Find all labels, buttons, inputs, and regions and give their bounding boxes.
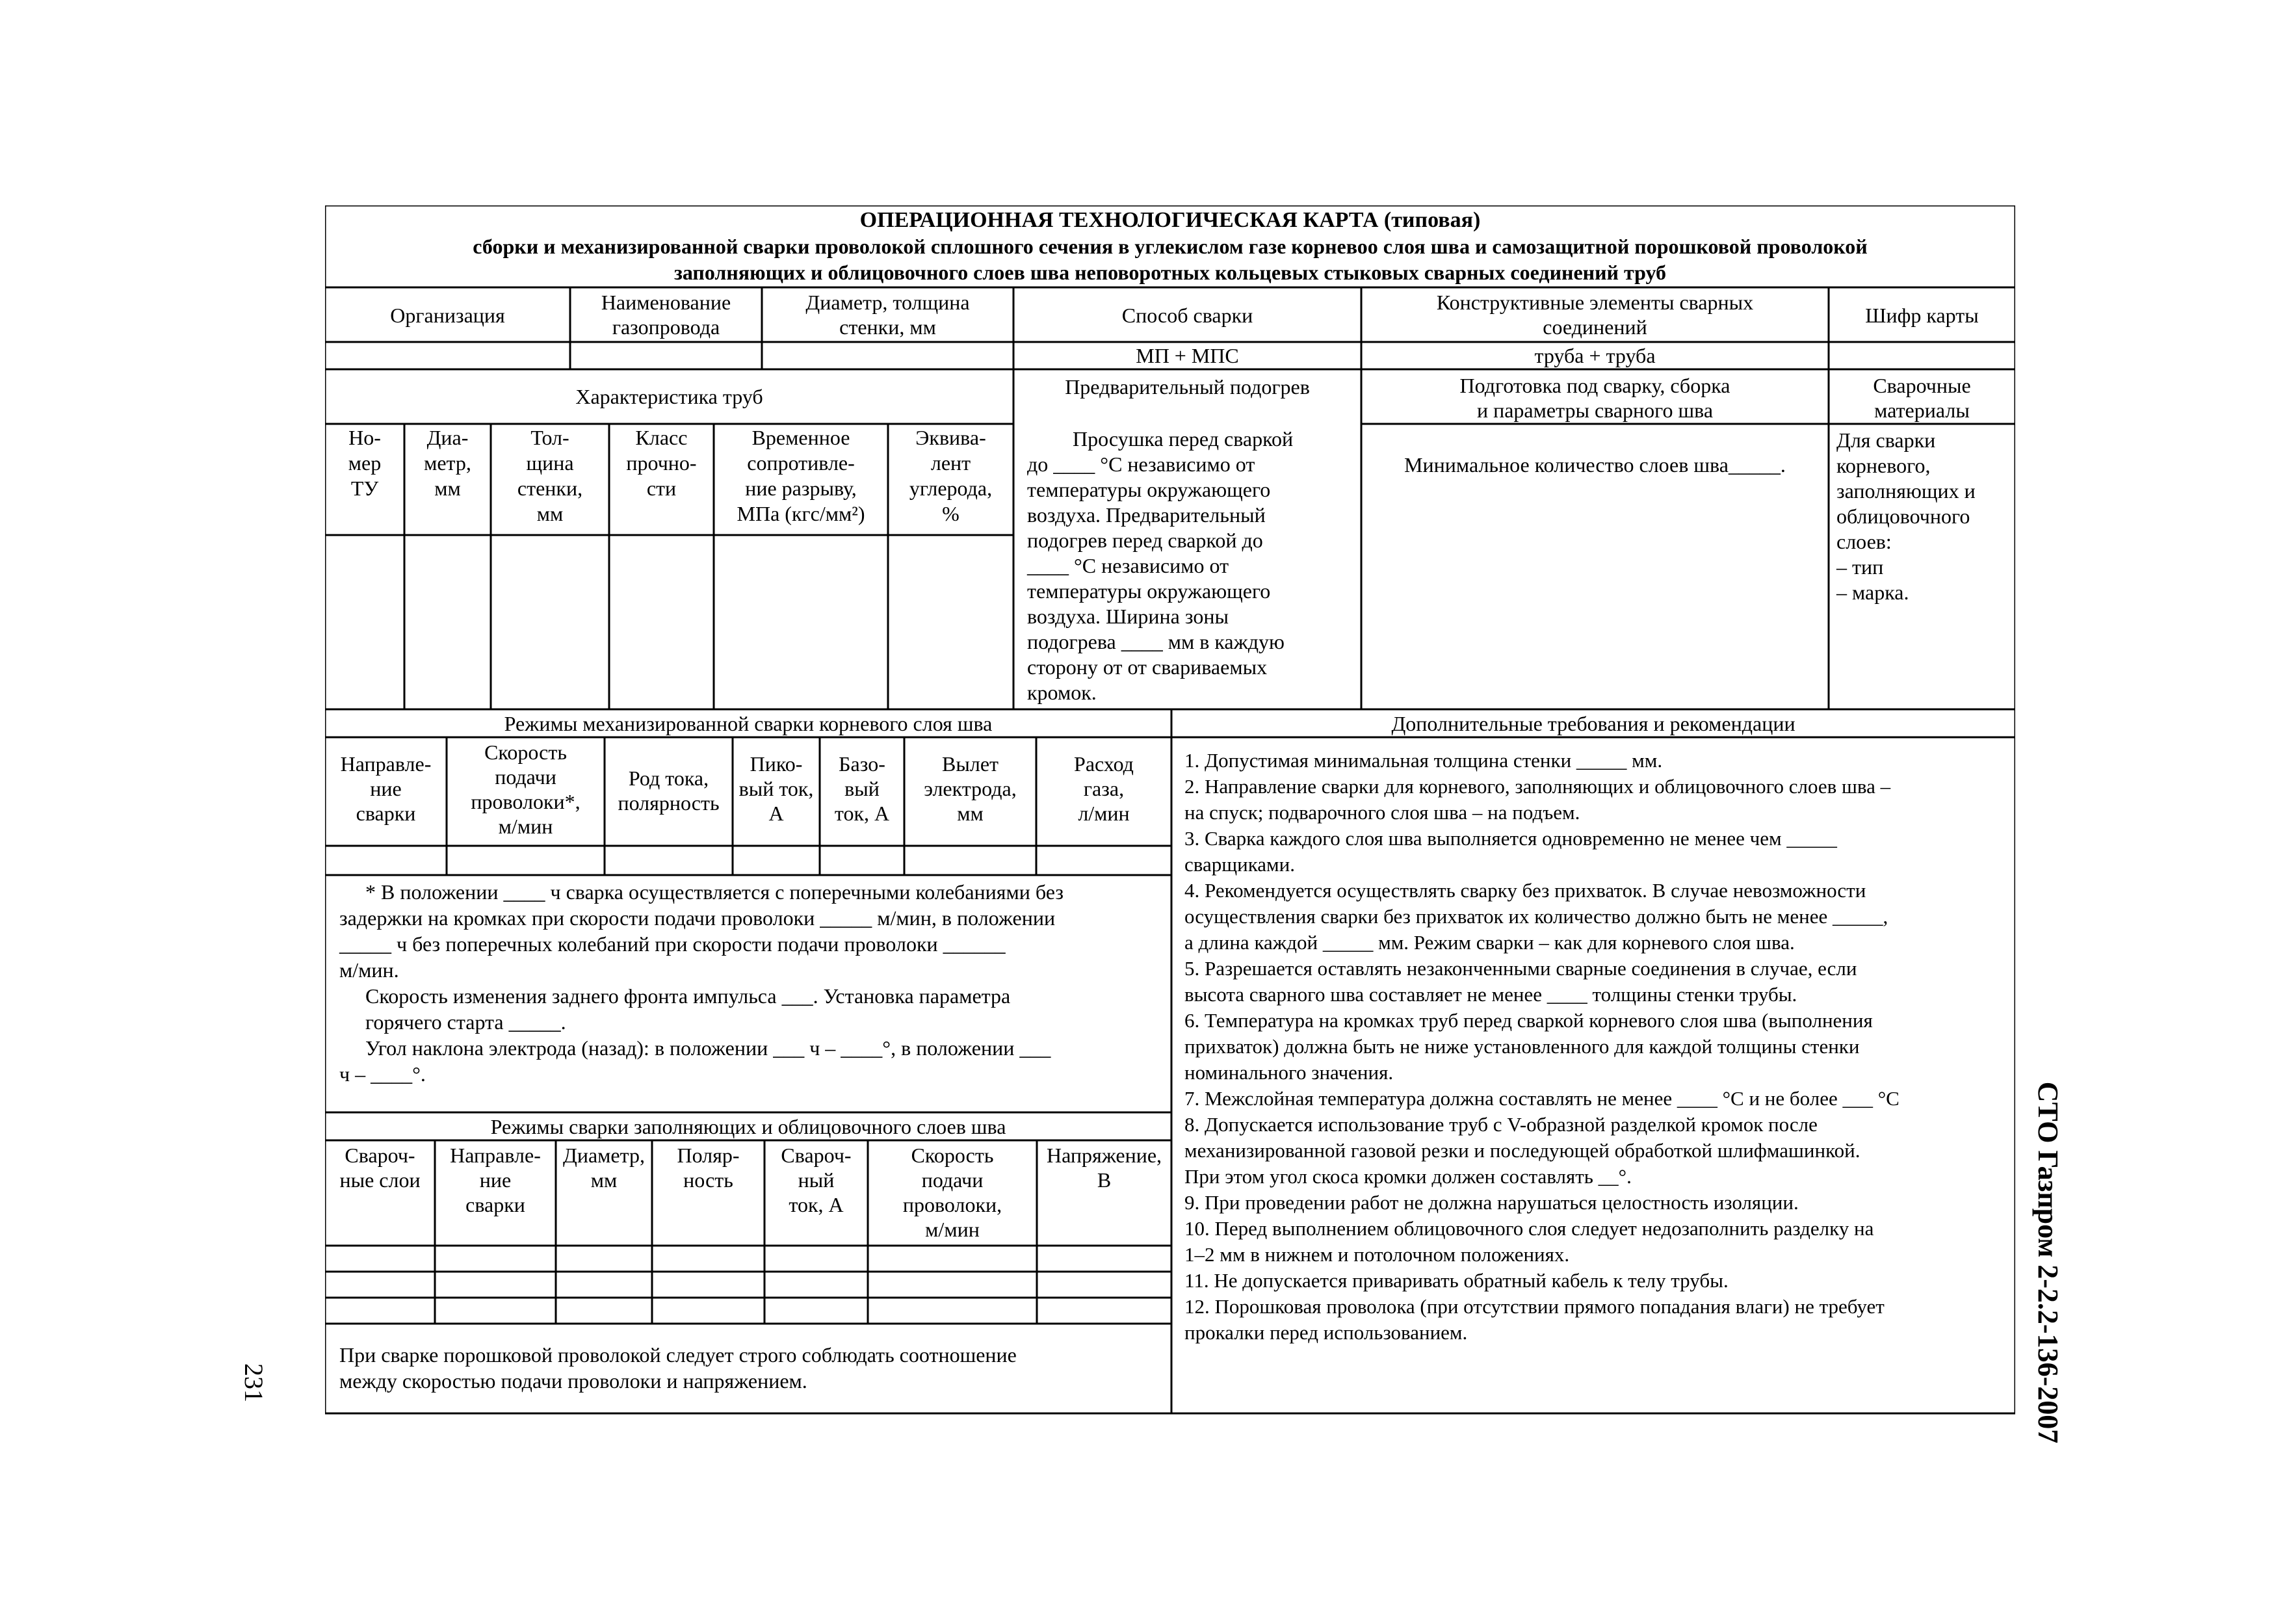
- fill-col-polarity: Поляр- ность: [677, 1144, 740, 1192]
- standard-code: СТО Газпром 2-2.2-136-2007: [2032, 1081, 2064, 1444]
- card-subtitle-1: сборки и механизированной сварки проволокой сплошного сечения в углекислом газе корневоо слоя шва и самозащитной порошковой проволокой: [473, 235, 1868, 258]
- root-col-peak: Пико- вый ток, А: [738, 752, 814, 825]
- materials-title-1: Сварочные: [1873, 374, 1971, 397]
- prep-title-2: и параметры сварного шва: [1476, 399, 1714, 422]
- pipe-col-thickness: Тол- щина стенки, мм: [517, 426, 583, 525]
- root-col-speed: Скорость подачи проволоки*, м/мин: [471, 740, 581, 838]
- fill-modes-title: Режимы сварки заполняющих и облицовочного слоев шва: [490, 1115, 1006, 1138]
- prep-title-1: Подготовка под сварку, сборка: [1459, 374, 1730, 397]
- prep-text: Минимальное количество слоев шва_____.: [1404, 453, 1786, 477]
- fill-col-speed: Скорость подачи проволоки, м/мин: [902, 1144, 1002, 1241]
- fill-col-layers: Свароч- ные слои: [339, 1144, 421, 1192]
- elements-header-1: Конструктивные элементы сварных: [1436, 291, 1754, 314]
- technological-card: [325, 205, 2015, 1415]
- fill-col-current: Свароч- ный ток, А: [781, 1144, 852, 1216]
- materials-title-2: материалы: [1874, 399, 1970, 422]
- requirements-title: Дополнительные требования и рекомендации: [1391, 712, 1795, 735]
- root-modes-notes: * В положении ____ ч сварка осуществляется с поперечными колебаниями без задержки на кромках при скорости подачи проволоки _____ м/мин, в положении _____ ч без поперечных колебаний при скорости подачи проволоки ______ м/мин. Скорость изменения заднего фронта импульса ___. Установка параметра горячего старта _____. Угол наклона электрода (назад): в положении ___ ч – ____°, в положении ___ ч – ____°.: [339, 880, 1064, 1086]
- diameter-header-1: Диаметр, толщина: [805, 291, 970, 314]
- diameter-header-2: стенки, мм: [839, 315, 936, 339]
- pipeline-header-2: газопровода: [612, 315, 720, 339]
- elements-header-2: соединений: [1543, 315, 1647, 339]
- root-col-gas: Расход газа, л/мин: [1074, 752, 1134, 825]
- card-subtitle-2: заполняющих и облицовочного слоев шва неповоротных кольцевых стыковых сварных соединений труб: [673, 261, 1667, 284]
- elements-value: труба + труба: [1534, 344, 1656, 367]
- pipes-title: Характеристика труб: [575, 385, 763, 408]
- wire-ratio-note: При сварке порошковой проволокой следует строго соблюдать соотношение между скоростью подачи проволоки и напряжением.: [339, 1343, 1017, 1393]
- pipe-col-carbon: Эквива- лент углерода, %: [909, 426, 993, 525]
- card-title: ОПЕРАЦИОННАЯ ТЕХНОЛОГИЧЕСКАЯ КАРТА (типовая): [859, 208, 1481, 232]
- method-header: Способ сварки: [1121, 304, 1253, 327]
- pipe-col-number: Но- мер ТУ: [348, 426, 382, 500]
- cipher-header: Шифр карты: [1865, 304, 1979, 327]
- root-modes-title: Режимы механизированной сварки корневого слоя шва: [504, 712, 993, 735]
- pipe-col-strength: Временное сопротивле- ние разрыву, МПа (кгс/мм²): [737, 426, 865, 525]
- fill-col-diameter: Диаметр, мм: [563, 1144, 645, 1192]
- root-col-stickout: Вылет электрода, мм: [924, 752, 1017, 825]
- pipe-col-class: Класс прочно- сти: [626, 426, 697, 500]
- page-number: 231: [239, 1363, 268, 1402]
- pipe-col-diameter: Диа- метр, мм: [424, 426, 471, 500]
- root-col-base: Базо- вый ток, А: [834, 752, 890, 825]
- org-header: Организация: [390, 304, 505, 327]
- fill-col-voltage: Напряжение, В: [1046, 1144, 1162, 1192]
- materials-text: Для сварки корневого, заполняющих и облицовочного слоев: – тип – марка.: [1836, 428, 1976, 604]
- preheat-title: Предварительный подогрев: [1065, 375, 1310, 399]
- fill-col-direction: Направле- ние сварки: [450, 1144, 541, 1216]
- preheat-text: Просушка перед сваркой до ____ °С независимо от температуры окружающего воздуха. Предварительный подогрев перед сваркой до ____ °С независимо от температуры окружающего воздуха. Ширина зоны подогрева ____ мм в каждую сторону от от свариваемых кромок.: [1027, 427, 1294, 704]
- pipeline-header-1: Наименование: [601, 291, 731, 314]
- root-col-direction: Направле- ние сварки: [340, 752, 432, 825]
- method-value: МП + МПС: [1136, 344, 1239, 367]
- root-col-current-type: Род тока, полярность: [618, 766, 720, 815]
- requirements-list: 1. Допустимая минимальная толщина стенки _____ мм. 2. Направление сварки для корневого, заполняющих и облицовочного слоев шва – на спуск; подварочного слоя шва – на подъем. 3. Сварка каждого слоя шва выполняется одновременно не менее чем _____ сварщиками. 4. Рекомендуется осуществлять сварку без прихваток. В случае невозможности осуществления сварки без прихваток их количество должно быть не менее _____, а длина каждой _____ мм. Режим сварки – как для корневого слоя шва. 5. Разрешается оставлять незаконченными сварные соединения в случае, если высота сварного шва составляет не менее ____ толщины стенки трубы. 6. Температура на кромках труб перед сваркой корневого слоя шва (выполнения прихваток) должна быть не ниже установленного для каждой толщины стенки номинального значения. 7. Межслойная температура должна составлять не менее ____ °С и не более ___ °С 8. Допускается использование труб с V-образной разделкой кромок после механизированной газовой резки и последующей обработкой шлифмашинкой. При этом угол скоса кромки должен составлять __°. 9. При проведении работ не должна нарушаться целостность изоляции. 10. Перед выполнением облицовочного слоя следует недозаполнить разделку на 1–2 мм в нижнем и потолочном положениях. 11. Не допускается приваривать обратный кабель к телу трубы. 12. Порошковая проволока (при отсутствии прямого попадания влаги) не требует прокалки перед использованием.: [1184, 749, 1900, 1344]
